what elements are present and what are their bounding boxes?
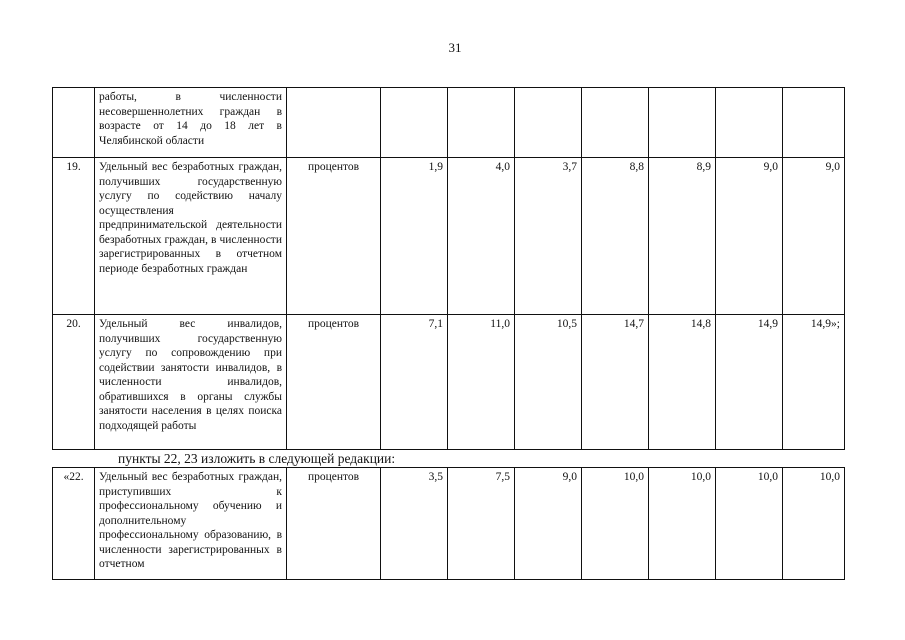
indicator-name: Удельный вес инвалидов, получивших государственную услугу по сопровождению при содействии занятости инвалидов, в численности инвалидов, обратившихся в органы службы занятости населения в целях поиска подходящей работы [95,315,287,450]
indicator-name: Удельный вес безработных граждан, приступивших к профессиональному обучению и дополнительному профессиональному образованию, в численности зарегистрированных в отчетном [95,468,287,580]
amendment-instruction: пункты 22, 23 изложить в следующей редакции: [118,451,396,466]
value-cell: 8,9 [649,158,716,315]
value-cell: 9,0 [783,158,845,315]
value-cell: 4,0 [448,158,515,315]
value-cell: 10,5 [515,315,582,450]
value-cell: 10,0 [649,468,716,580]
table-row [53,158,845,315]
value-cell: 10,0 [716,468,783,580]
indicator-name: работы, в численности несовершеннолетних граждан в возрасте от 14 до 18 лет в Челябинской области [95,88,287,158]
value-cell: 3,7 [515,158,582,315]
row-number: 20. [53,315,95,450]
unit-cell: процентов [287,468,381,580]
unit-cell: процентов [287,315,381,450]
table-row [53,88,845,158]
amended-indicators-table [52,467,845,580]
value-cell: 14,8 [649,315,716,450]
value-cell: 8,8 [582,158,649,315]
value-cell [381,88,448,158]
value-cell: 11,0 [448,315,515,450]
value-cell: 14,9»; [783,315,845,450]
unit-cell: процентов [287,158,381,315]
value-cell: 1,9 [381,158,448,315]
indicator-name: Удельный вес безработных граждан, получивших государственную услугу по содействию началу осуществления предпринимательской деятельности безработных граждан, в численности зарегистрированных в отчетном периоде безработных граждан [95,158,287,315]
table-row [53,468,845,580]
value-cell: 9,0 [515,468,582,580]
value-cell: 3,5 [381,468,448,580]
value-cell [582,88,649,158]
indicators-table [52,87,845,450]
value-cell: 10,0 [783,468,845,580]
value-cell: 10,0 [582,468,649,580]
value-cell [716,88,783,158]
value-cell [783,88,845,158]
row-number: 19. [53,158,95,315]
value-cell: 7,1 [381,315,448,450]
value-cell: 14,9 [716,315,783,450]
value-cell: 9,0 [716,158,783,315]
row-number: «22. [53,468,95,580]
page-number: 31 [448,40,462,55]
value-cell [448,88,515,158]
value-cell [515,88,582,158]
value-cell: 14,7 [582,315,649,450]
row-number [53,88,95,158]
value-cell [649,88,716,158]
table-row [53,315,845,450]
unit-cell [287,88,381,158]
value-cell: 7,5 [448,468,515,580]
